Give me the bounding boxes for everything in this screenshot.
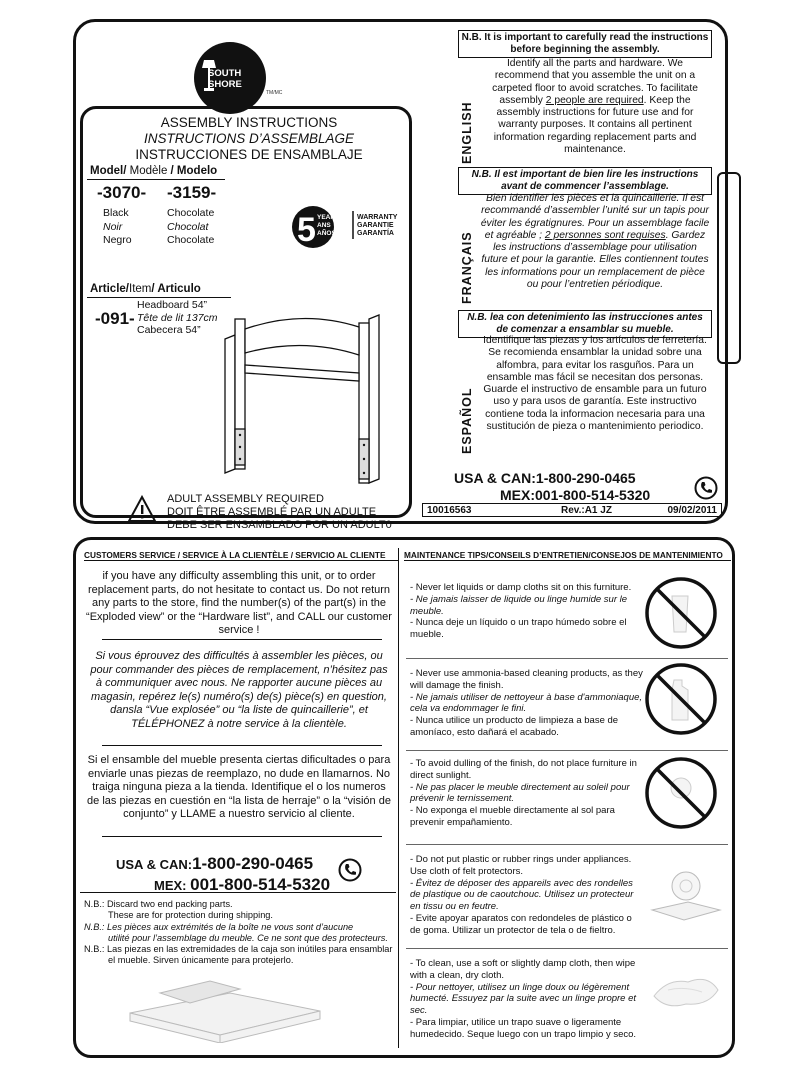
logo-line2: SHORE [208,79,242,90]
side-tab [717,172,741,364]
headboard-illustration [219,309,399,499]
assembly-info-box [80,106,412,531]
cs-rule-2 [102,745,382,746]
cs-rule-3 [102,836,382,837]
maintenance-tip-rings: - Do not put plastic or rubber rings under appliances. Use cloth of felt protectors. - Évitez de déposer des appareils avec des rondelles de plastique ou de caoutchouc. Utilisez un protecteur en tissu ou en feutre. - Evite apoyar aparatos con redondeles de plástico o de goma. Utilizar un protector de tela o de fieltro. [410,854,634,936]
title-english: ASSEMBLY INSTRUCTIONS [160,115,338,130]
model-label: Model/ Modèle / Modelo [90,165,218,177]
color-names-black: Black Noir Negro [103,207,132,246]
maintenance-tip-sunlight: - To avoid dulling of the finish, do not place furniture in direct sunlight. - Ne pas placer le meuble directement au soleil pour prévenir le ternissement. - No exponga el mueble directamente al sol para prevenir empañamiento. [410,758,637,828]
article-description: Headboard 54” Tête de lit 137cm Cabecera 54” [137,299,218,336]
customer-service-en: if you have any difficulty assembling this unit, or to order replacement parts, do not hesitate to contact us. Do not return any parts to the store, find the number(s) of the part(s) in the “Exploded view” or the “Hardware list”, and CALL our customer service ! [86,570,392,636]
phone-icon [338,858,362,882]
svg-text:5: 5 [297,211,316,249]
revision: Rev.:A1 JZ [561,505,612,516]
svg-text:AÑOS: AÑOS [317,230,336,237]
nb-english: N.B. It is important to carefully read the instructions before beginning the assembly. [458,30,712,58]
no-sunlight-icon [642,754,720,832]
instructions-spanish: Identifique las piezas y los artículos de ferretería. Se recomienda ensamblar la unidad sobre una alfombra, para evitar los rasguños. Para un ensamble mas fácil se necesitan dos personas. Guarde el instructivo de ensamble para un futuro uso y para usos de garantía. Este instructivo contiene toda la informacion necesaria para una sustitución de pieza o mantenimiento periodico. [483,335,707,433]
trademark-mark: TM/MC [266,90,283,96]
mex-phone-bottom: MEX: 001-800-514-5320 [154,875,331,894]
nb-spanish: N.B. lea con detenimiento las instrucciones antes de comenzar a ensamblar su mueble. [458,310,712,338]
usa-can-phone: USA & CAN:1-800-290-0465 [454,470,636,486]
adult-warning-fr: DOIT ÊTRE ASSEMBLÉ PAR UN ADULTE [167,506,377,518]
maintenance-tip-cleaning: - To clean, use a soft or slightly damp cloth, then wipe with a clean, dry cloth. - Pour nettoyer, utilisez un linge doux ou légèrement humecté. Essuyez par la suite avec un linge propre et sec. - Para limpiar, utilice un trapo suave o ligeramente humedecido. Seque luego con un trapo limpio y seco. [410,958,637,1040]
color-names-chocolate: Chocolate Chocolat Chocolate [167,207,215,246]
maintenance-tip-ammonia: - Never use ammonia-based cleaning products, as they will damage the finish. - Ne jamais utiliser de nettoyeur à base d'ammoniaque, cela va endommager le fini. - Nunca utilice un producto de limpieza a base de amoníaco, esto dañará el acabado. [410,668,643,738]
document-date: 09/02/2011 [667,505,717,516]
article-label: Article/Item/ Articulo [90,283,201,295]
maintenance-tip-liquids: - Never let liquids or damp cloths sit on this furniture. - Ne jamais laisser de liquide ou linge humide sur le meuble. - Nunca deje un líquido o un trapo húmedo sobre el mueble. [410,582,632,641]
warranty-badge [291,205,409,249]
service-maintenance-panel [73,537,735,1058]
svg-text:GARANTÍA: GARANTÍA [357,230,394,237]
appliance-on-felt-illustration [648,860,724,930]
adult-warning-es: DEBE SER ENSAMBLADO POR UN ADULT0 [167,519,392,531]
phone-icon [694,476,718,500]
packing-note [80,892,396,1052]
packing-note-text: N.B.: Discard two end packing parts. These are for protection during shipping. N.B.: Les pièces aux extrémités de la boîte ne vous sont d’aucune utilité pour l’assemblage du meuble. Ce ne sont que des protecteurs. N.B.: Las piezas en las extremidades de la caja son inútiles para ensamblar el mueble. Sirven únicamente para protejerlo. [84,899,393,966]
maintenance-heading: MAINTENANCE TIPS/CONSEILS D’ENTRETIEN/CONSEJOS DE MANTENIMIENTO [404,550,731,561]
title-spanish: INSTRUCCIONES DE ENSAMBLAJE [135,147,363,162]
instructions-french: Bien identifier les pièces et la quincaillerie. Il est recommandé d’assembler l’unité sur un tapis pour éviter les égratignures. Pour un assemblage facile et agréable ; 2 personnes sont requises. Gardez les instructions d’assemblage pour utilisation future et pour la garantie. Elles contiennent toutes les informations pour un remplacement de pièce ou pour l’entretien périodique. [480,193,710,291]
model-rule [87,179,225,180]
model-code-chocolate: -3159- [167,183,217,202]
maintenance-rule-2 [406,750,728,751]
svg-text:YEARS: YEARS [317,214,340,221]
south-shore-logo [194,42,266,114]
usa-can-phone-bottom: USA & CAN:1-800-290-0465 [116,854,314,873]
customer-service-es: Si el ensamble del mueble presenta ciertas dificultades o para enviarle unas piezas de reemplazo, no dude en llamarnos. No traiga ninguna pieza a la tienda. Identifique el o los numeros de las piezas en cuestión en “la lista de herraje” o la “visión de conjunto” y LLAME a nuestro servicio al cliente. [87,754,391,820]
maintenance-rule-1 [406,658,728,659]
warning-triangle-icon [127,495,157,523]
no-liquids-icon [642,574,720,652]
cs-rule-1 [102,639,382,640]
article-rule [87,297,231,298]
language-label-french: FRANÇAIS [460,231,474,304]
nb-french: N.B. Il est important de bien lire les instructions avant de commencer l’assemblage. [458,167,712,195]
model-code-black: -3070- [97,183,147,202]
packing-box-illustration [120,973,330,1043]
svg-text:ANS: ANS [317,222,331,229]
article-code: -091- [95,309,135,328]
logo-line1: SOUTH [208,68,242,79]
mex-phone: MEX:001-800-514-5320 [500,487,651,503]
adult-warning-en: ADULT ASSEMBLY REQUIRED [167,493,324,505]
svg-text:WARRANTY: WARRANTY [357,214,398,221]
column-divider [398,548,399,1048]
assembly-instructions-panel [73,19,728,531]
language-label-english: ENGLISH [460,101,474,164]
document-id: 10016563 [427,505,472,516]
cleaning-cloth-illustration [648,960,724,1020]
instructions-english: Identify all the parts and hardware. We recommend that you assemble the unit on a carpeted floor to avoid scratches. To facilitate assembly 2 people are required. Keep the assembly instructions for future use and for warranty purposes. It contains all pertinent information regarding replacement parts and maintenance. [492,58,698,156]
customer-service-fr: Si vous éprouvez des difficultés à assembler les pièces, ou pour commander des pièces de remplacement, n’hésitez pas à communiquer avec nous. Ne rapporter aucune pièces au magasin, repérez le(s) numéro(s) de(s) pièce(s) en question, dansla “Vue explosée” ou “la liste de quincaillerie”, et TÉLÉPHONEZ à notre service à la clientèle. [90,650,388,730]
title-french: INSTRUCTIONS D’ASSEMBLAGE [143,131,355,146]
customer-service-heading: CUSTOMERS SERVICE / SERVICE À LA CLIENTÈLE / SERVICIO AL CLIENTE [84,550,398,561]
phone-numbers-bottom [116,852,376,896]
maintenance-rule-4 [406,948,728,949]
adult-assembly-warning [123,489,413,531]
language-label-spanish: ESPAÑOL [460,387,474,454]
svg-text:GARANTIE: GARANTIE [357,222,394,229]
no-ammonia-icon [642,660,720,738]
maintenance-rule-3 [406,844,728,845]
document-footer [422,503,722,517]
